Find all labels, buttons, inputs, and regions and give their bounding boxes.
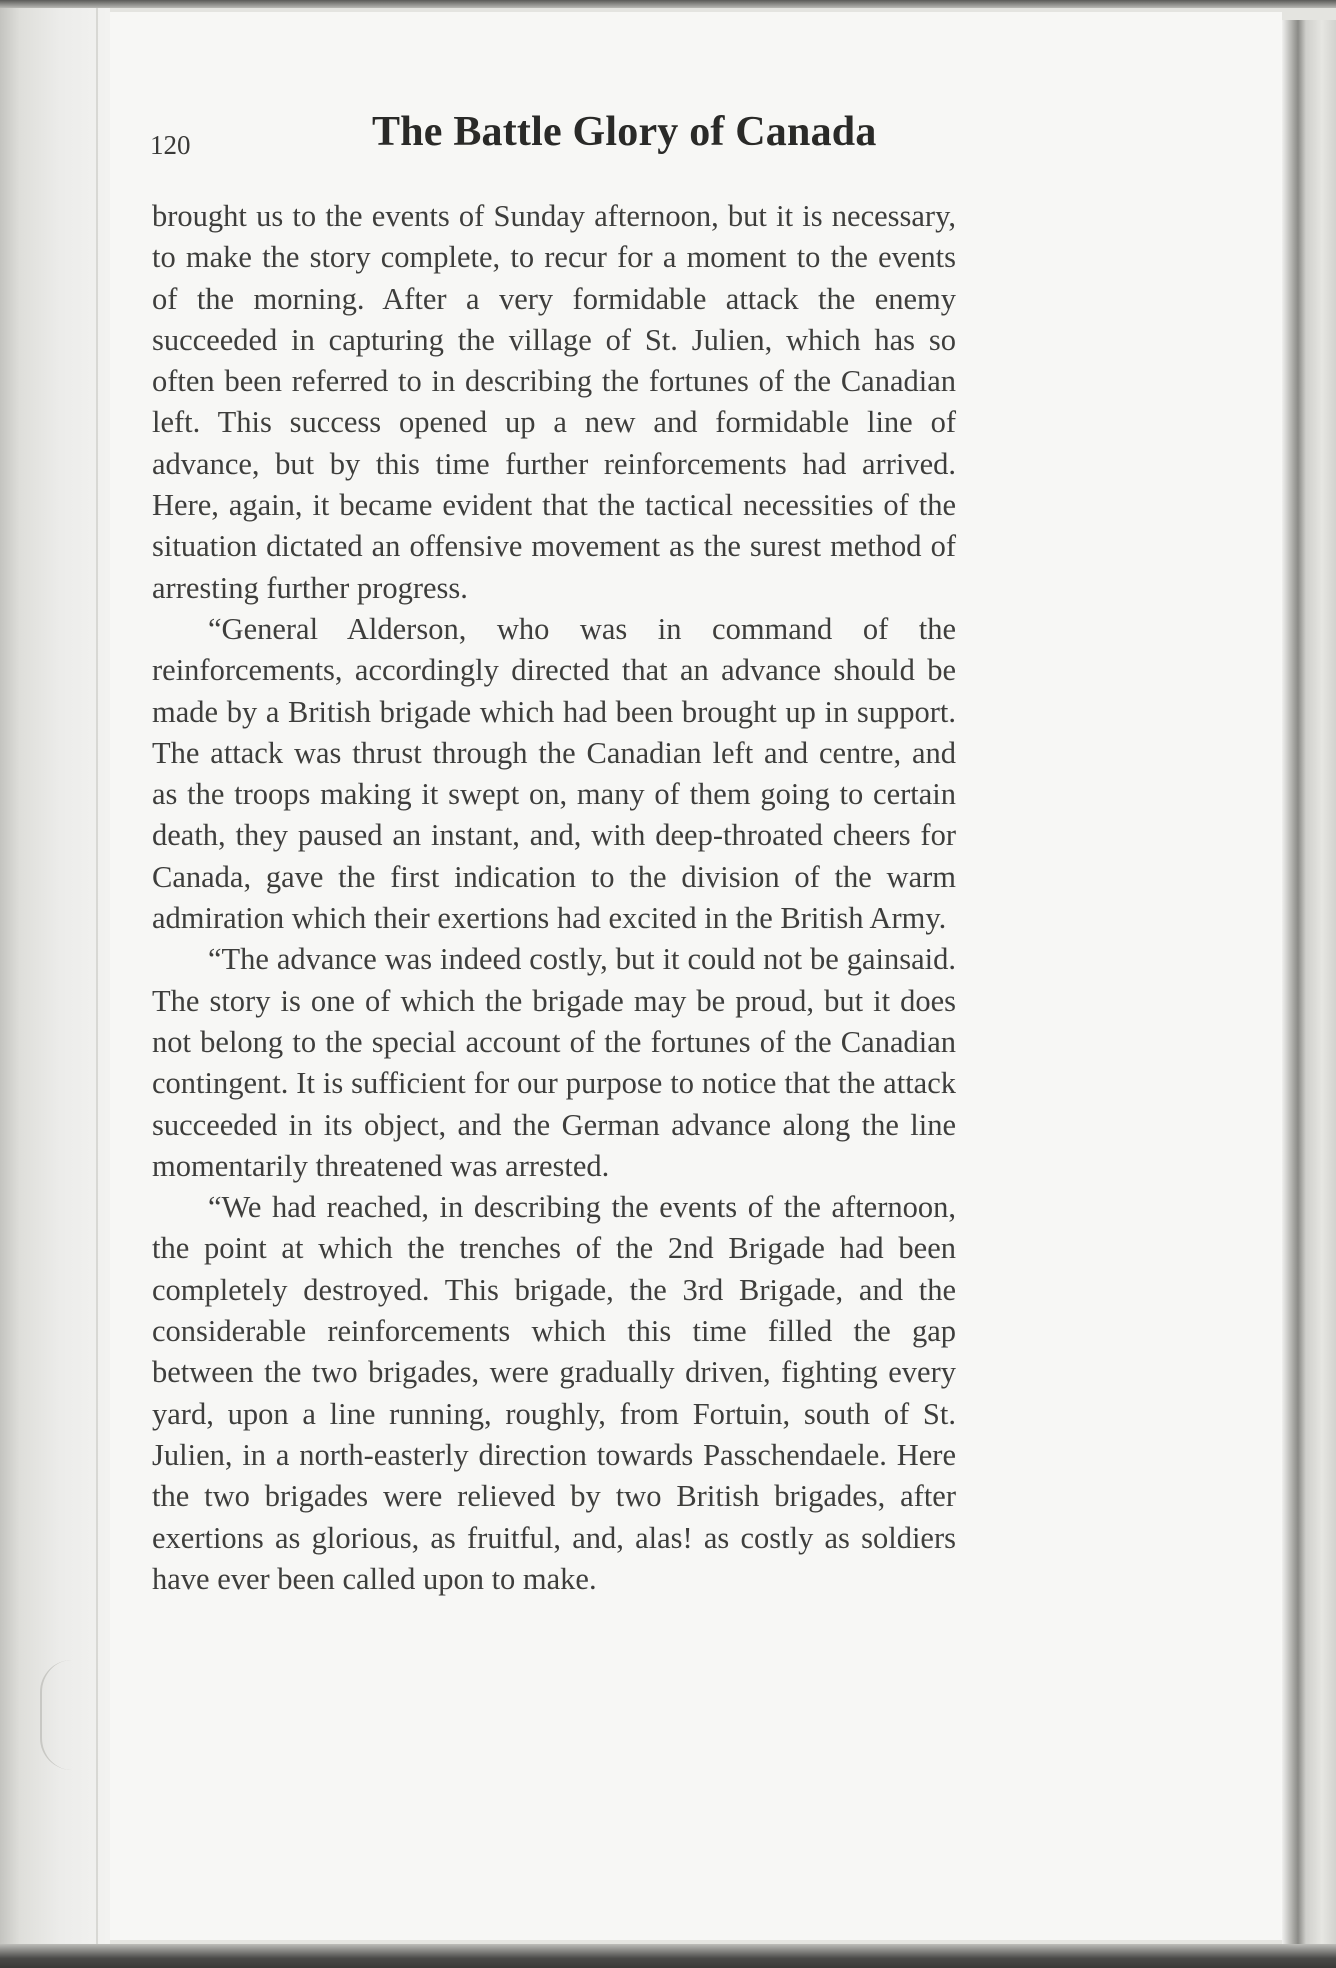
scan-bottom-border xyxy=(0,1944,1336,1968)
running-title: The Battle Glory of Canada xyxy=(372,109,877,155)
paragraph-1: brought us to the events of Sunday afternoon, but it is necessary, to make the story complete, to recur for a moment to the events of the morning. After a very formidable attack the enemy succeeded in capturing the village of St. Julien, which has so often been referred to in describing the fortunes of the Canadian left. This success opened up a new and formidable line of advance, but by this time further reinforcements had arrived. Here, again, it became evident that the tactical necessities of the situation dictated an offensive movement as the surest method of arresting further progress. xyxy=(152,199,956,605)
left-page-gutter xyxy=(0,8,110,1944)
gutter-line xyxy=(96,8,98,1944)
paragraph-2: “General Alderson, who was in command of the reinforcements, accordingly directed that an advance should be made by a British brigade which had been brought up in support. The attack was thrust through the Canadian left and centre, and as the troops making it swept on, many of them going to certain death, they paused an instant, and, with deep-throated cheers for Canada, gave the first indication to the division of the warm admiration which their exertions had excited in the British Army. xyxy=(152,611,956,936)
right-page-edge xyxy=(1282,20,1336,1944)
scan-top-border xyxy=(0,0,1336,8)
page-number: 120 xyxy=(150,130,191,160)
paragraph-4: “We had reached, in describing the events of the afternoon, the point at which the trenches of the 2nd Brigade had been completely destroyed. This brigade, the 3rd Brigade, and the considerable reinforcements which this time filled the gap between the two brigades, were gradually driven, fighting every yard, upon a line running, roughly, from Fortuin, south of St. Julien, in a north-easterly direction towards Passchendaele. Here the two brigades were relieved by two British brigades, after exertions as glorious, as fruitful, and, alas! as costly as soldiers have ever been called upon to make. xyxy=(152,1190,956,1596)
running-header xyxy=(150,108,1030,178)
margin-mark xyxy=(40,1660,72,1770)
paragraph-3: “The advance was indeed costly, but it could not be gainsaid. The story is one of which the brigade may be proud, but it does not belong to the special account of the fortunes of the Canadian contingent. It is sufficient for our purpose to notice that the attack succeeded in its object, and the German advance along the line momentarily threatened was arrested. xyxy=(152,942,956,1183)
page-body xyxy=(152,196,956,1600)
